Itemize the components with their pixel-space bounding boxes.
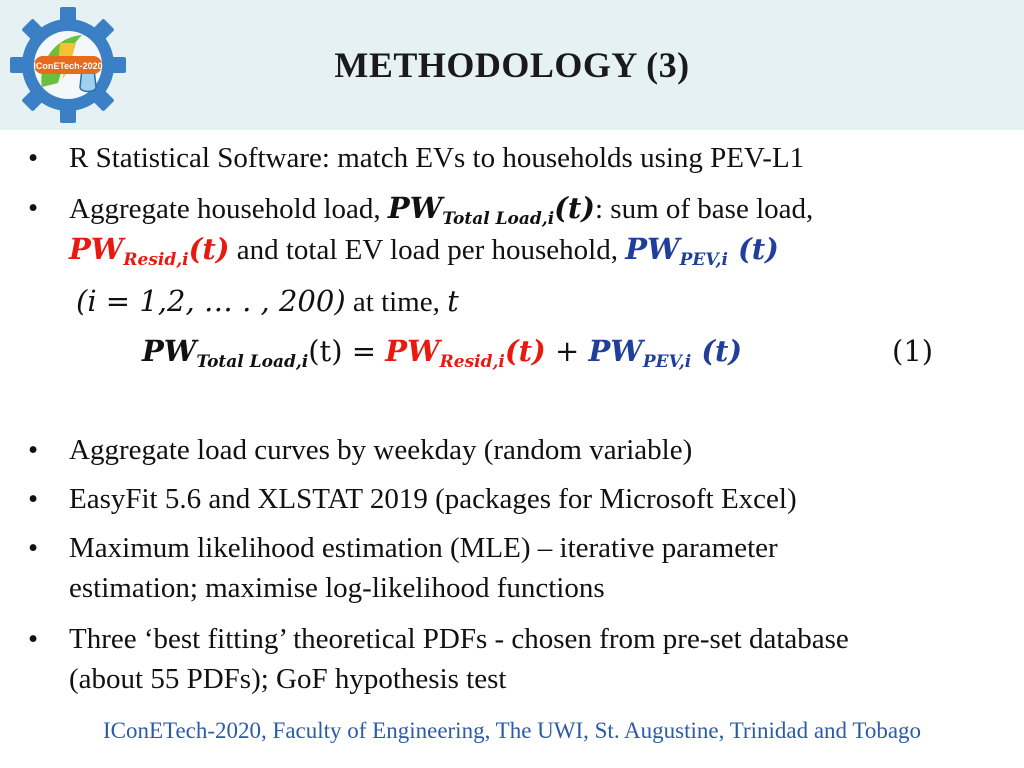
bullet-best-fitting-pdfs-line2: (about 55 PDFs); GoF hypothesis test	[69, 663, 507, 695]
index-range-line: (i = 1,2, … . , 200) at time, t	[76, 284, 459, 318]
bullet-marker: •	[28, 434, 39, 466]
bullet-aggregate-household-load-line2: $PW_{Resid,i}(t)$ and total EV load per household, $PW_{PEV,i}$ (t)	[69, 232, 779, 270]
bullet-marker: •	[28, 192, 39, 224]
equation-number: (1)	[892, 334, 934, 368]
footer-text: IConETech-2020, Faculty of Engineering, The UWI, St. Augustine, Trinidad and Tobago	[102, 718, 922, 743]
bullet-mle-line2: estimation; maximise log-likelihood functions	[69, 572, 605, 604]
bullet-r-software: R Statistical Software: match EVs to households using PEV-L1	[69, 142, 805, 174]
bullet-marker: •	[28, 623, 39, 655]
bullet-marker: •	[28, 483, 39, 515]
page-title: METHODOLOGY (3)	[334, 45, 690, 85]
bullet-marker: •	[28, 142, 39, 174]
bullet-mle: Maximum likelihood estimation (MLE) – iterative parameter	[69, 532, 778, 564]
logo-text: IConETech-2020	[33, 61, 103, 71]
equation-1: $PW_{Total Load,i}(t) = PW_{Resid,i}(t) + PW_{PEV,i}$ (t)	[142, 334, 743, 372]
bullet-aggregate-household-load: Aggregate household load, $PW_{Total Load,i}(t)$: sum of base load,	[69, 191, 814, 229]
header-band	[0, 0, 1024, 130]
bullet-marker: •	[28, 532, 39, 564]
bullet-best-fitting-pdfs: Three ‘best fitting’ theoretical PDFs - chosen from pre-set database	[69, 623, 849, 655]
bullet-easyfit-xlstat: EasyFit 5.6 and XLSTAT 2019 (packages for Microsoft Excel)	[69, 483, 797, 515]
bullet-aggregate-load-curves: Aggregate load curves by weekday (random variable)	[69, 434, 693, 466]
